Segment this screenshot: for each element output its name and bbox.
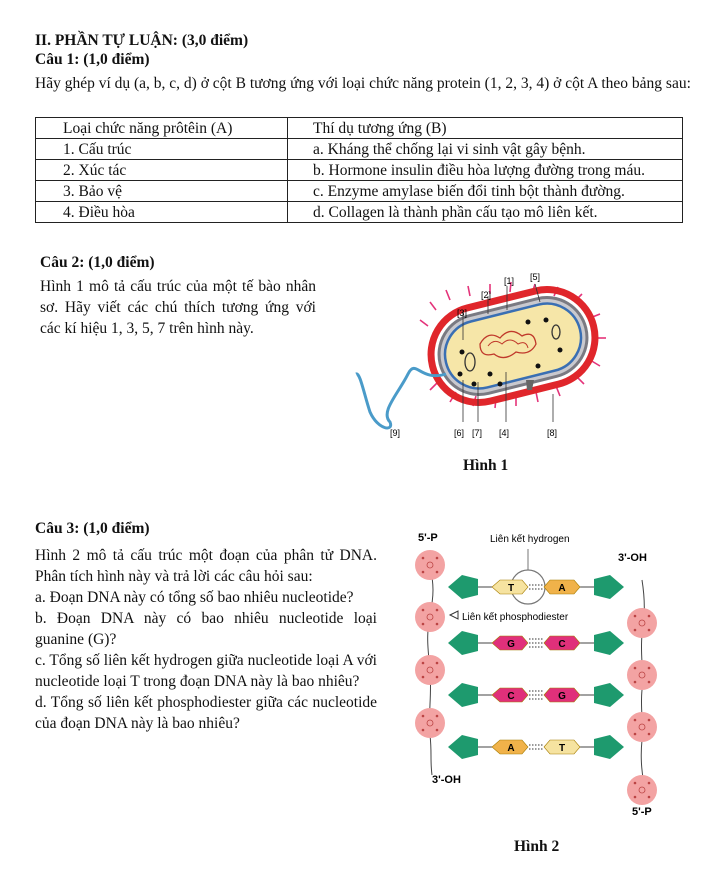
figure-1-caption: Hình 1 bbox=[463, 457, 509, 474]
q3-question-b: b. Đoạn DNA này có bao nhiêu nucleotide loại guanine (G)? bbox=[35, 610, 377, 648]
label-2: [2] bbox=[481, 290, 492, 300]
phosphate-right bbox=[627, 775, 657, 805]
label-1: [1] bbox=[504, 276, 515, 286]
protein-function-table bbox=[35, 117, 683, 223]
q2-text: Hình 1 mô tả cấu trúc của một tế bào nhân sơ. Hãy viết các chú thích tương ứng với các kí hiệu 1, 3, 5, 7 trên hình này. bbox=[40, 278, 316, 337]
table-cell: 4. Điều hòa bbox=[36, 202, 288, 223]
phosphate-left bbox=[415, 655, 445, 685]
label-5: [5] bbox=[530, 272, 541, 282]
sugar-right bbox=[594, 575, 624, 599]
table-header-b: Thí dụ tương ứng (B) bbox=[288, 118, 683, 139]
table-row bbox=[36, 160, 683, 181]
flagellum bbox=[356, 368, 446, 428]
q3-title: Câu 3: (1,0 điểm) bbox=[35, 520, 150, 537]
q1-title: Câu 1: (1,0 điểm) bbox=[35, 51, 150, 68]
label-6: [6] bbox=[454, 428, 465, 438]
table-header-a: Loại chức năng prôtêin (A) bbox=[36, 118, 288, 139]
hbond-label: Liên kết hydrogen bbox=[490, 534, 570, 545]
phosphate-right bbox=[627, 712, 657, 742]
phosphate-right bbox=[627, 608, 657, 638]
table-cell: d. Collagen là thành phần cấu tạo mô liên kết. bbox=[288, 202, 683, 223]
q3-question-a: a. Đoạn DNA này có tổng số bao nhiêu nucleotide? bbox=[35, 589, 354, 606]
base-right-letter: A bbox=[558, 583, 566, 594]
label-5p-top: 5'-P bbox=[418, 532, 438, 544]
label-4: [4] bbox=[499, 428, 510, 438]
sugar-right bbox=[594, 735, 624, 759]
base-right-letter: C bbox=[558, 639, 566, 650]
sugar-left bbox=[448, 735, 478, 759]
label-8: [8] bbox=[547, 428, 558, 438]
base-right-letter: T bbox=[558, 743, 566, 754]
label-5p-bottom: 5'-P bbox=[632, 806, 652, 818]
sugar-left bbox=[448, 683, 478, 707]
q3-body bbox=[35, 545, 377, 734]
phosphate-right bbox=[627, 660, 657, 690]
q3-question-c: c. Tổng số liên kết hydrogen giữa nucleotide loại A với nucleotide loại T trong đoạn DNA này là bao nhiêu? bbox=[35, 652, 377, 690]
label-9: [9] bbox=[390, 428, 401, 438]
table-cell: 2. Xúc tác bbox=[36, 160, 288, 181]
base-left-letter: G bbox=[507, 639, 515, 650]
table-row bbox=[36, 139, 683, 160]
q3-question-d: d. Tổng số liên kết phosphodiester giữa các nucleotide của đoạn DNA này là bao nhiêu? bbox=[35, 694, 377, 732]
label-3oh-top: 3'-OH bbox=[618, 552, 647, 564]
phosphate-left bbox=[415, 602, 445, 632]
sugar-right bbox=[594, 683, 624, 707]
section-title: II. PHẦN TỰ LUẬN: (3,0 điểm) bbox=[35, 32, 249, 49]
prokaryote-cell-figure bbox=[350, 262, 610, 447]
table-cell: 1. Cấu trúc bbox=[36, 139, 288, 160]
table-cell: 3. Bảo vệ bbox=[36, 181, 288, 202]
table-row bbox=[36, 181, 683, 202]
table-cell: a. Kháng thể chống lại vi sinh vật gây bệnh. bbox=[288, 139, 683, 160]
q3-intro: Hình 2 mô tả cấu trúc một đoạn của phân tử DNA. Phân tích hình này và trả lời các câu hỏi sau: bbox=[35, 547, 377, 585]
q2-title: Câu 2: (1,0 điểm) bbox=[40, 254, 155, 271]
label-7: [7] bbox=[472, 428, 483, 438]
label-3: [3] bbox=[457, 308, 468, 318]
table-cell: b. Hormone insulin điều hòa lượng đường trong máu. bbox=[288, 160, 683, 181]
phosphodiester-label: Liên kết phosphodiester bbox=[462, 612, 569, 623]
table-header-row bbox=[36, 118, 683, 139]
dna-figure bbox=[410, 525, 670, 830]
base-right-letter: G bbox=[558, 691, 566, 702]
base-left-letter: T bbox=[507, 583, 515, 594]
base-left-letter: A bbox=[507, 743, 515, 754]
sugar-left bbox=[448, 631, 478, 655]
phosphate-left bbox=[415, 708, 445, 738]
label-3oh-bottom: 3'-OH bbox=[432, 774, 461, 786]
sugar-left bbox=[448, 575, 478, 599]
figure-2-caption: Hình 2 bbox=[514, 838, 560, 855]
q1-text: Hãy ghép ví dụ (a, b, c, d) ở cột B tương ứng với loại chức năng protein (1, 2, 3, 4) ở cột A theo bảng sau: bbox=[35, 75, 691, 92]
table-cell: c. Enzyme amylase biến đổi tinh bột thành đường. bbox=[288, 181, 683, 202]
phosphate-left bbox=[415, 550, 445, 580]
base-left-letter: C bbox=[507, 691, 515, 702]
sugar-right bbox=[594, 631, 624, 655]
table-row bbox=[36, 202, 683, 223]
